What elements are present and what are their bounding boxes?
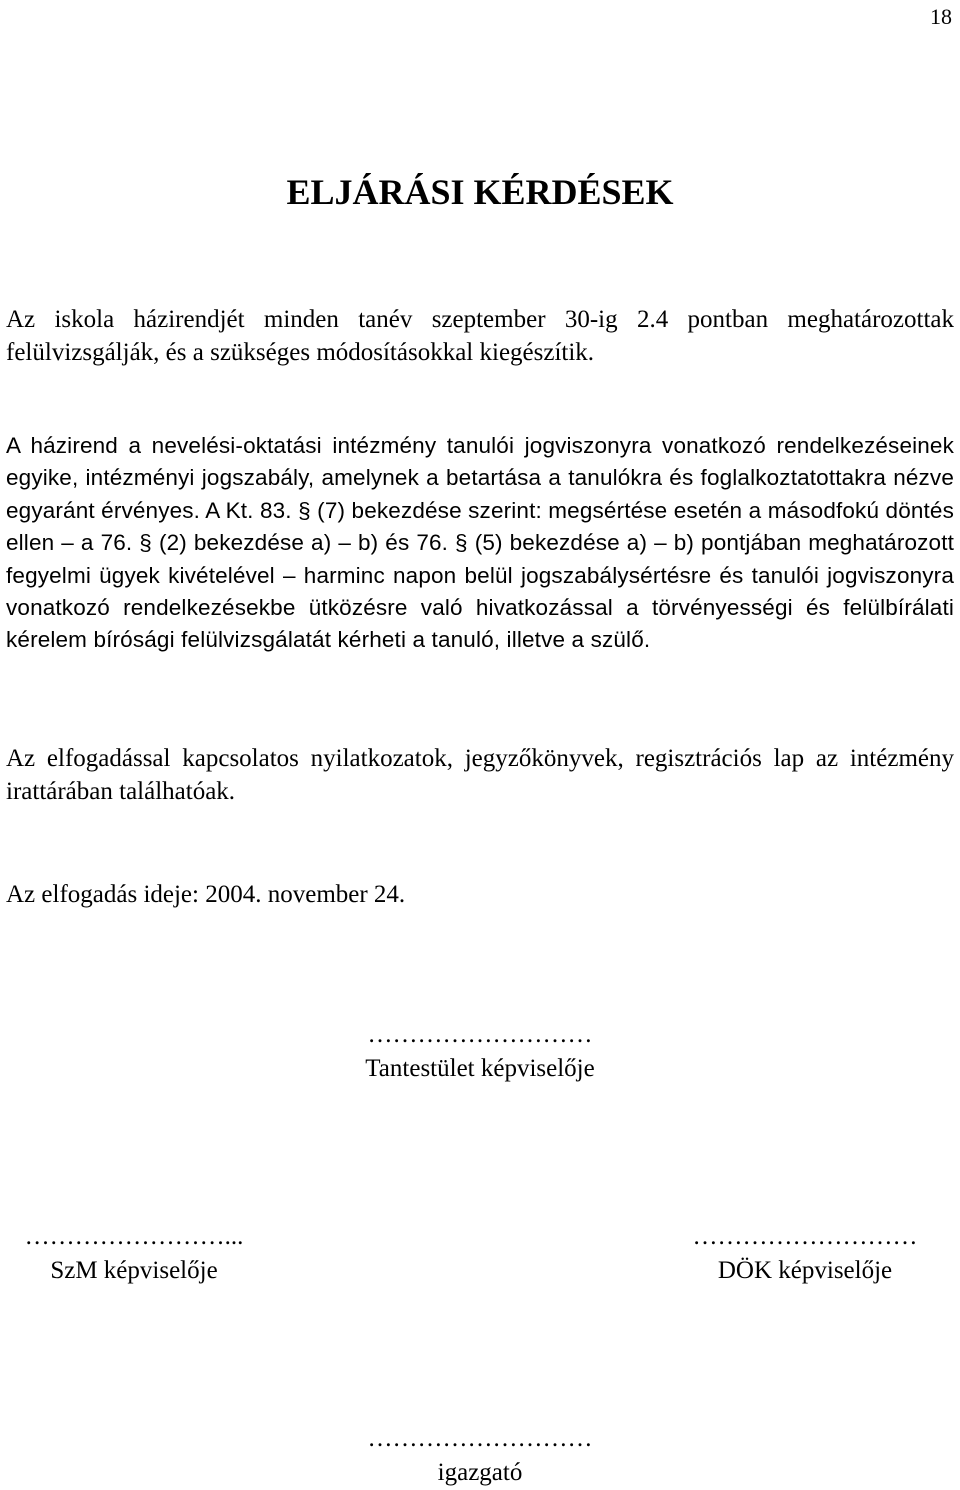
document-title: ELJÁRÁSI KÉRDÉSEK (286, 172, 674, 212)
signature-role: SzM képviselője (50, 1257, 218, 1284)
signature-line: ……………………... (24, 1223, 244, 1250)
signature-igazgato (280, 1422, 680, 1490)
signature-dok (650, 1220, 960, 1288)
signature-line: ……………………… (367, 1021, 593, 1048)
adoption-date: Az elfogadás ideje: 2004. november 24. (6, 881, 406, 908)
paragraph-legal-remedy: A házirend a nevelési-oktatási intézmény tanulói jogviszonyra vonatkozó rendelkezéseinek egyike, intézményi jogszabály, amelynek a betartása a tanulókra és foglalkoztatottakra nézve egyaránt érvényes. A Kt. 83. § (7) bekezdése szerint: megsértése esetén a másodfokú döntés ellen – a 76. § (2) bekezdése a) – b) és 76. § (5) bekezdése a) – b) pontjában meghatározott fegyelmi ügyek kivételével – harminc napon belül jogszabálysértésre és tanulói jogviszonyra vonatkozó rendelkezésekbe ütközésre való hivatkozással a törvényességi és felülbírálati kérelem bírósági felülvizsgálatát kérheti a tanuló, illetve a szülő. (6, 433, 954, 653)
signature-line: ……………………… (367, 1425, 593, 1452)
paragraph-review: Az iskola házirendjét minden tanév szeptember 30-ig 2.4 pontban meghatározottak felülvizsgálják, és a szükséges módosításokkal kiegészítik. (6, 306, 954, 366)
signature-role: igazgató (437, 1459, 523, 1486)
signature-szm (0, 1220, 268, 1288)
page-number: 18 (930, 4, 952, 29)
paragraph-records: Az elfogadással kapcsolatos nyilatkozatok, jegyzőkönyvek, regisztrációs lap az intézmény irattárában találhatóak. (6, 745, 954, 805)
signature-role: DÖK képviselője (717, 1257, 893, 1284)
signature-tantestulet (280, 1018, 680, 1086)
signature-line: ……………………… (692, 1223, 918, 1250)
signature-role: Tantestület képviselője (365, 1055, 595, 1082)
